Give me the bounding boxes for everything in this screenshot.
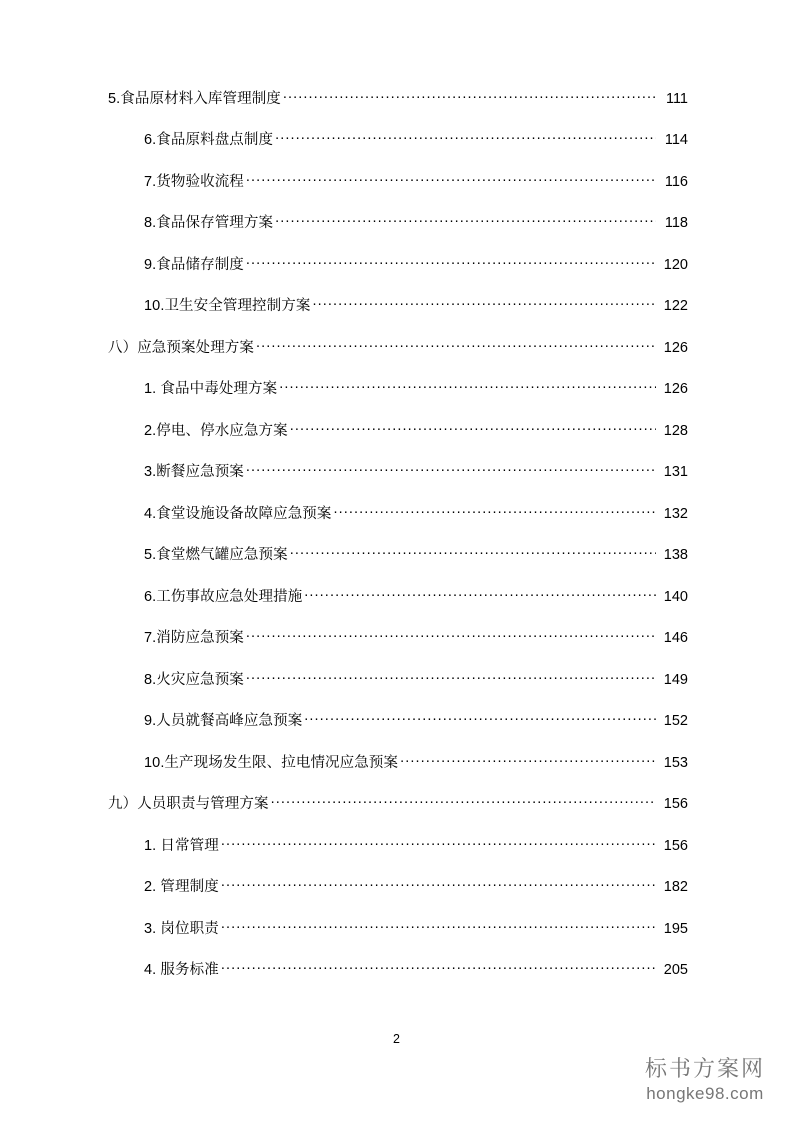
toc-leader-dots xyxy=(246,669,656,684)
table-of-contents xyxy=(108,88,688,1001)
watermark-en-text: hongke98.com xyxy=(646,1084,764,1103)
toc-leader-dots xyxy=(275,213,656,228)
toc-entry[interactable] xyxy=(108,752,688,794)
toc-entry[interactable] xyxy=(108,213,688,255)
toc-entry-page: 120 xyxy=(663,256,688,273)
toc-entry-page: 128 xyxy=(663,422,688,439)
toc-entry-page: 205 xyxy=(663,962,688,978)
toc-leader-dots xyxy=(246,254,656,269)
toc-entry-label: 1. 日常管理 xyxy=(144,837,219,854)
toc-leader-dots xyxy=(334,503,657,518)
toc-entry-page: 138 xyxy=(663,547,688,563)
toc-entry-label: 1. 食品中毒处理方案 xyxy=(144,381,278,397)
toc-entry-page: 131 xyxy=(663,464,688,480)
toc-leader-dots xyxy=(304,586,656,601)
toc-entry-page: 156 xyxy=(663,837,688,854)
toc-leader-dots xyxy=(290,545,656,560)
toc-entry-label: 4.食堂设施设备故障应急预案 xyxy=(144,505,332,522)
toc-entry[interactable] xyxy=(108,420,688,462)
toc-entry-page: 111 xyxy=(665,90,688,107)
toc-entry-page: 149 xyxy=(663,671,688,688)
toc-entry[interactable] xyxy=(108,130,688,172)
toc-entry-page: 146 xyxy=(663,630,688,646)
toc-entry-page: 156 xyxy=(663,796,688,812)
toc-entry[interactable] xyxy=(108,669,688,711)
toc-entry-label: 3. 岗位职责 xyxy=(144,920,219,937)
toc-entry[interactable] xyxy=(108,379,688,421)
toc-entry-page: 140 xyxy=(663,588,688,605)
watermark xyxy=(645,1058,765,1104)
toc-entry[interactable] xyxy=(108,503,688,545)
toc-entry-label: 8.食品保存管理方案 xyxy=(144,215,274,231)
toc-entry[interactable] xyxy=(108,296,688,338)
toc-leader-dots xyxy=(279,379,656,394)
page-number: 2 xyxy=(393,1032,400,1046)
toc-entry-page: 182 xyxy=(663,879,688,895)
toc-entry[interactable] xyxy=(108,960,688,1002)
toc-leader-dots xyxy=(283,88,656,103)
toc-entry-label: 9.人员就餐高峰应急预案 xyxy=(144,713,303,729)
toc-entry-page: 126 xyxy=(663,339,688,356)
toc-entry-label: 3.断餐应急预案 xyxy=(144,464,244,480)
toc-entry-label: 2.停电、停水应急方案 xyxy=(144,422,288,439)
toc-entry-label: 9.食品储存制度 xyxy=(144,256,244,273)
toc-entry[interactable] xyxy=(108,254,688,296)
toc-entry-page: 114 xyxy=(664,132,688,148)
toc-entry[interactable] xyxy=(108,88,688,130)
toc-section-entry[interactable] xyxy=(108,337,688,379)
toc-leader-dots xyxy=(221,835,656,850)
toc-entry-label: 6.食品原料盘点制度 xyxy=(144,132,274,148)
toc-leader-dots xyxy=(256,337,656,352)
toc-entry-page: 132 xyxy=(663,505,688,522)
toc-entry-label: 九）人员职责与管理方案 xyxy=(108,796,269,812)
toc-entry[interactable] xyxy=(108,711,688,753)
toc-entry-label: 8.火灾应急预案 xyxy=(144,671,244,688)
toc-entry-page: 152 xyxy=(663,713,688,729)
toc-entry-label: 10.卫生安全管理控制方案 xyxy=(144,298,311,314)
toc-entry[interactable] xyxy=(108,586,688,628)
toc-entry-label: 5.食品原材料入库管理制度 xyxy=(108,90,281,107)
toc-leader-dots xyxy=(221,877,656,892)
toc-leader-dots xyxy=(246,171,656,186)
toc-entry-label: 7.消防应急预案 xyxy=(144,630,244,646)
toc-entry-label: 八）应急预案处理方案 xyxy=(108,339,254,356)
toc-entry[interactable] xyxy=(108,628,688,670)
toc-entry-page: 195 xyxy=(663,920,688,937)
watermark-cn-text: 标书方案网 xyxy=(644,1056,765,1082)
toc-entry-page: 116 xyxy=(664,173,688,190)
toc-leader-dots xyxy=(246,628,656,643)
toc-entry[interactable] xyxy=(108,545,688,587)
toc-entry-label: 7.货物验收流程 xyxy=(144,173,244,190)
toc-entry[interactable] xyxy=(108,462,688,504)
toc-entry-label: 6.工伤事故应急处理措施 xyxy=(144,588,303,605)
toc-entry-page: 126 xyxy=(663,381,688,397)
toc-leader-dots xyxy=(290,420,656,435)
toc-leader-dots xyxy=(304,711,656,726)
toc-leader-dots xyxy=(221,960,656,975)
toc-entry-page: 153 xyxy=(663,754,688,771)
toc-entry[interactable] xyxy=(108,171,688,213)
toc-leader-dots xyxy=(400,752,656,767)
toc-leader-dots xyxy=(221,918,656,933)
toc-entry-page: 122 xyxy=(663,298,688,314)
toc-section-entry[interactable] xyxy=(108,794,688,836)
toc-entry-label: 10.生产现场发生限、拉电情况应急预案 xyxy=(144,754,399,771)
toc-entry-page: 118 xyxy=(664,215,688,231)
toc-leader-dots xyxy=(312,296,656,311)
toc-entry-label: 5.食堂燃气罐应急预案 xyxy=(144,547,288,563)
toc-entry-label: 4. 服务标准 xyxy=(144,962,219,978)
toc-leader-dots xyxy=(246,462,656,477)
toc-entry[interactable] xyxy=(108,918,688,960)
toc-entry-label: 2. 管理制度 xyxy=(144,879,219,895)
toc-entry[interactable] xyxy=(108,835,688,877)
toc-entry[interactable] xyxy=(108,877,688,919)
toc-leader-dots xyxy=(271,794,656,809)
toc-leader-dots xyxy=(275,130,656,145)
